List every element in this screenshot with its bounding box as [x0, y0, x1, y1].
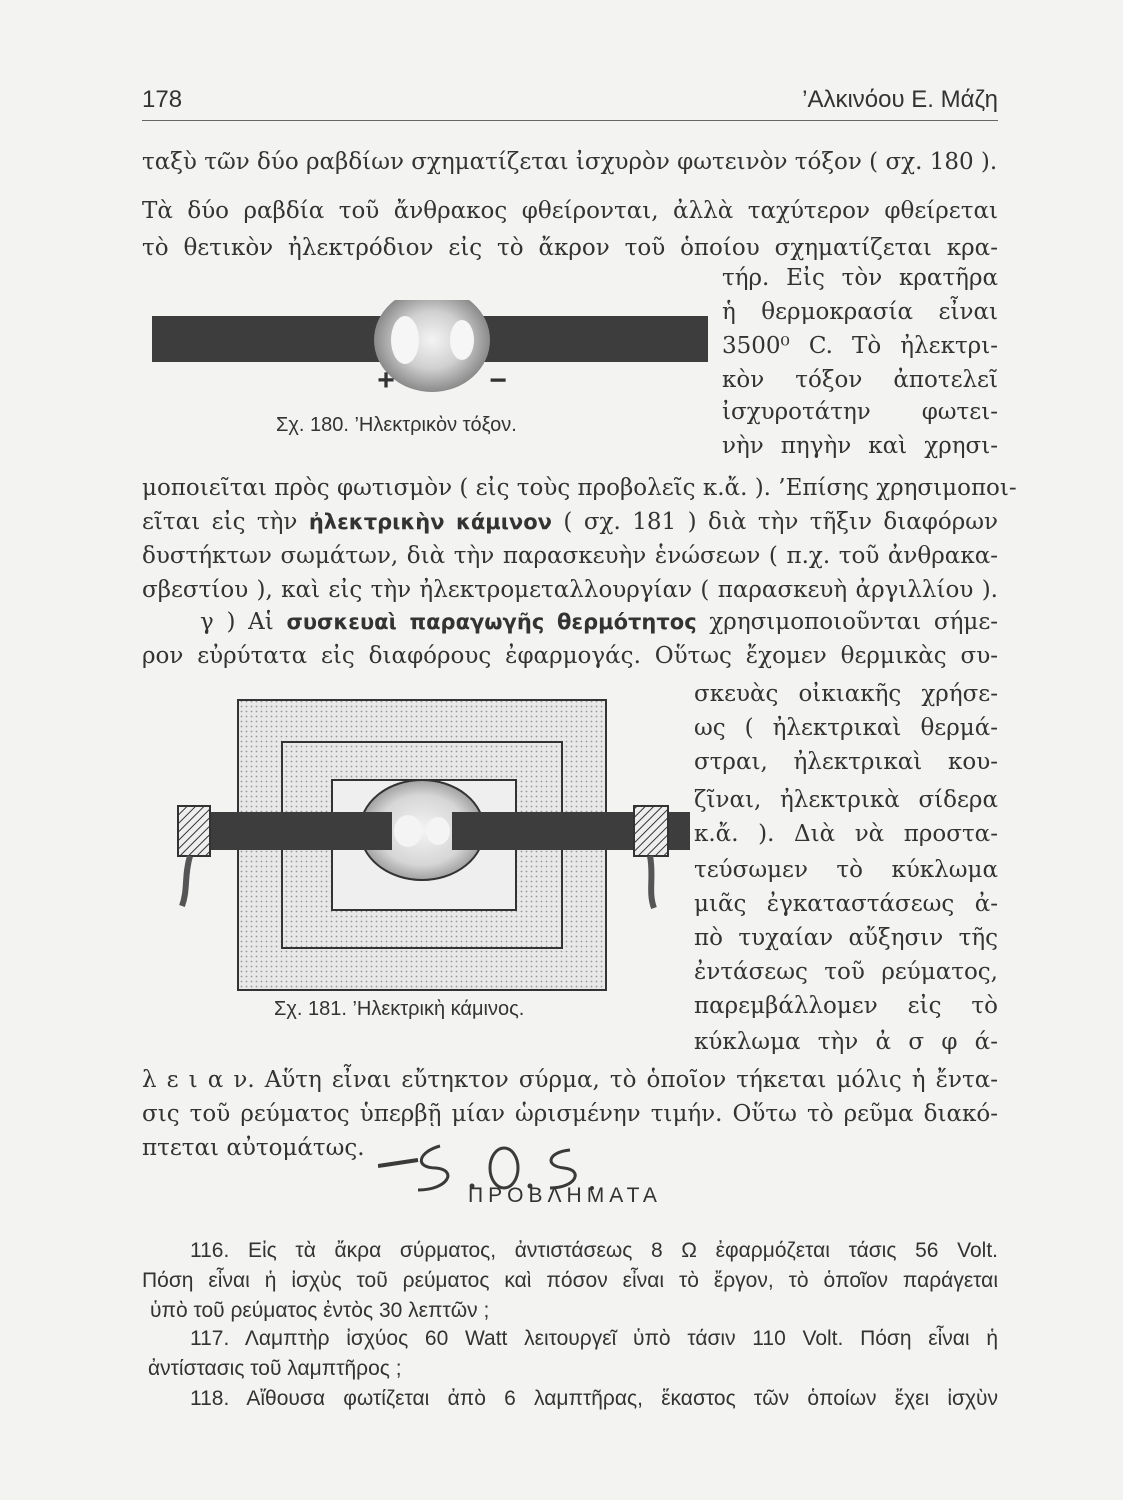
- text-line: σις τοῦ ρεύματος ὑπερβῇ μίαν ὡρισμένην τιμήν. Οὕτω τὸ ρεῦμα διακό-: [142, 1101, 998, 1127]
- text-line: [200, 606, 998, 638]
- arc-spot: [394, 815, 422, 847]
- text-span: γ ) Αἱ: [200, 609, 287, 635]
- plus-sign: +: [377, 364, 395, 397]
- text-line: τὸ θετικὸν ἠλεκτρόδιον εἰς τὸ ἄκρον τοῦ ὁποίου σχηματίζεται κρα-: [142, 235, 998, 261]
- crater: [391, 316, 419, 364]
- text-line: ἡ θερμοκρασία εἶναι: [722, 299, 998, 325]
- left-clamp: [178, 806, 210, 856]
- figure-180-electric-arc: [140, 300, 720, 410]
- arc-spot: [426, 817, 450, 845]
- text-line: στραι, ἠλεκτρικαὶ κου-: [694, 749, 998, 775]
- text-line: ταξὺ τῶν δύο ραβδίων σχηματίζεται ἰσχυρὸν φωτεινὸν τόξον ( σχ. 180 ).: [142, 149, 998, 175]
- problem-line: 118. Αἴθουσα φωτίζεται ἀπὸ 6 λαμπτῆρας, ἕκαστος τῶν ὁποίων ἔχει ἰσχὺν: [190, 1387, 998, 1410]
- problems-heading: ΠΡΟΒΛΗΜΑΤΑ: [468, 1184, 662, 1207]
- text-line: ἐντάσεως τοῦ ρεύματος,: [694, 959, 998, 985]
- figure-180-caption: Σχ. 180. ’Ηλεκτρικὸν τόξον.: [276, 414, 517, 436]
- text-line: πτεται αὐτομάτως.: [142, 1135, 365, 1161]
- bold-term: ἠλεκτρικὴν κάμινον: [308, 510, 552, 534]
- figure-181-caption: Σχ. 181. ’Ηλεκτρικὴ κάμινος.: [274, 998, 525, 1020]
- text-line: κὸν τόξον ἀποτελεῖ: [722, 367, 998, 393]
- problem-line: ὑπὸ τοῦ ρεύματος ἐντὸς 30 λεπτῶν ;: [150, 1299, 490, 1322]
- text-line: τεύσωμεν τὸ κύκλωμα: [694, 857, 998, 883]
- problem-line: 117. Λαμπτὴρ ἰσχύος 60 Watt λειτουργεῖ ὑπὸ τάσιν 110 Volt. Πόση εἶναι ἡ: [190, 1327, 998, 1350]
- text-line: ρον εὐρύτατα εἰς διαφόρους ἐφαρμογάς. Οὕτως ἔχομεν θερμικὰς συ-: [142, 643, 998, 669]
- text-line: μιᾶς ἐγκαταστάσεως ἀ-: [694, 891, 998, 917]
- negative-carbon-rod: [472, 316, 708, 362]
- bold-term: συσκευαὶ παραγωγῆς θερμότητος: [286, 610, 697, 634]
- figure-181-electric-furnace: [150, 690, 695, 1000]
- text-line: κ.ἄ. ). Διὰ νὰ προστα-: [694, 821, 998, 847]
- text-line: [142, 506, 998, 538]
- text-span: χρησιμοποιοῦνται σήμε-: [696, 609, 999, 635]
- running-title: ’Αλκινόου Ε. Μάζη: [802, 86, 998, 113]
- text-line: σβεστίου ), καὶ εἰς τὴν ἠλεκτρομεταλλουργίαν ( παρασκευὴ ἀργιλλίου ).: [142, 577, 998, 603]
- text-line: μοποιεῖται πρὸς φωτισμὸν ( εἰς τοὺς προβολεῖς κ.ἄ. ). ’Επίσης χρησιμοποι-: [142, 475, 1017, 501]
- text-span: ( σχ. 181 ) διὰ τὴν τῆξιν διαφόρων: [551, 509, 998, 535]
- text-line: δυστήκτων σωμάτων, διὰ τὴν παρασκευὴν ἑνώσεων ( π.χ. τοῦ ἀνθρακα-: [142, 543, 998, 569]
- problem-line: 116. Εἰς τὰ ἄκρα σύρματος, ἀντιστάσεως 8 Ω ἐφαρμόζεται τάσις 56 Volt.: [190, 1239, 998, 1262]
- page-number: 178: [142, 86, 183, 113]
- header-rule: [142, 120, 998, 121]
- text-line: παρεμβάλλομεν εἰς τὸ: [694, 993, 998, 1019]
- text-line: σκευὰς οἰκιακῆς χρήσε-: [694, 681, 998, 707]
- text-line: πὸ τυχαίαν αὔξησιν τῆς: [694, 925, 998, 951]
- text-line: 3500⁰ C. Τὸ ἠλεκτρι-: [722, 333, 998, 359]
- text-line: ως ( ἠλεκτρικαὶ θερμά-: [694, 715, 998, 741]
- text-line: ζῖναι, ἠλεκτρικὰ σίδερα: [694, 787, 998, 813]
- text-line: κύκλωμα τὴν ἀ σ φ ά-: [694, 1029, 998, 1055]
- minus-sign: −: [489, 364, 507, 397]
- text-line: νὴν πηγὴν καὶ χρησι-: [722, 433, 998, 459]
- right-cable: [650, 856, 654, 908]
- problem-line: Πόση εἶναι ἡ ἰσχὺς τοῦ ρεύματος καὶ πόσον εἶναι τὸ ἔργον, τὸ ὁποῖον παράγεται: [142, 1269, 998, 1292]
- positive-carbon-rod: [152, 316, 392, 362]
- page-header: [142, 78, 998, 114]
- text-line: τήρ. Εἰς τὸν κρατῆρα: [722, 265, 998, 291]
- negative-tip: [450, 320, 474, 360]
- text-span: εῖται εἰς τὴν: [142, 509, 309, 535]
- text-line: ἰσχυροτάτην φωτει-: [722, 399, 998, 425]
- right-clamp: [634, 806, 668, 856]
- left-cable: [182, 856, 190, 906]
- text-line: Τὰ δύο ραβδία τοῦ ἄνθρακος φθείρονται, ἀλλὰ ταχύτερον φθείρεται: [142, 198, 998, 224]
- problem-line: ἀντίστασις τοῦ λαμπτῆρος ;: [148, 1357, 402, 1380]
- text-line: λ ε ι α ν. Αὕτη εἶναι εὔτηκτον σύρμα, τὸ ὁποῖον τήκεται μόλις ἡ ἔντα-: [142, 1067, 998, 1093]
